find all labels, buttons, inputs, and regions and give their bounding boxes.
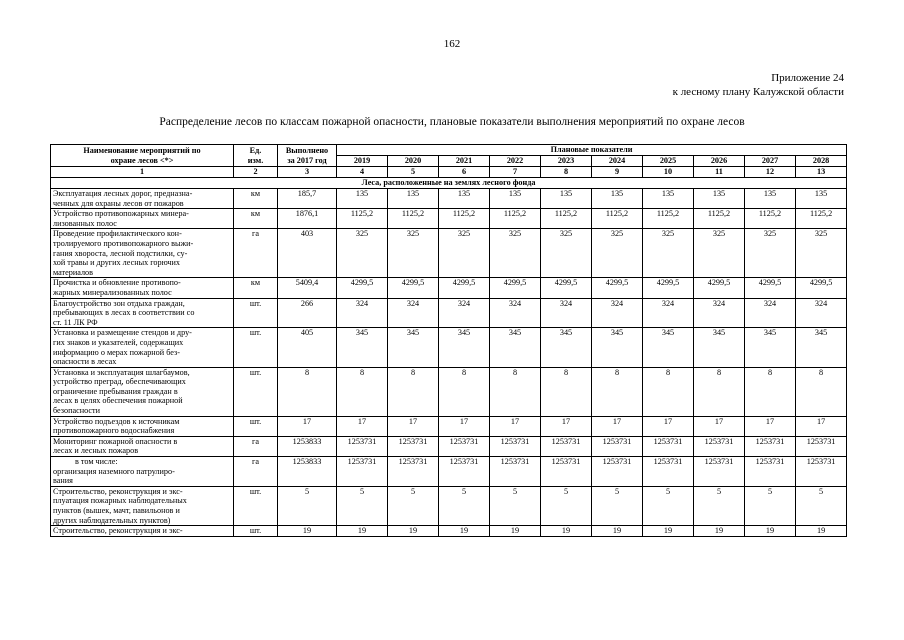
activity-name-line: Проведение профилактического кон- bbox=[53, 229, 182, 239]
activity-name bbox=[51, 436, 234, 456]
activity-name bbox=[51, 328, 234, 367]
planned-value-cell: 135 bbox=[439, 189, 490, 209]
unit-cell: шт. bbox=[234, 367, 278, 416]
table-row bbox=[51, 367, 847, 416]
planned-value-cell: 1253731 bbox=[643, 436, 694, 456]
planned-value-cell: 5 bbox=[337, 486, 388, 525]
planned-value-cell: 4299,5 bbox=[337, 278, 388, 298]
column-number: 11 bbox=[694, 167, 745, 178]
planned-value-cell: 324 bbox=[541, 298, 592, 328]
column-number: 9 bbox=[592, 167, 643, 178]
planned-value-cell: 1253731 bbox=[694, 436, 745, 456]
unit-cell: шт. bbox=[234, 328, 278, 367]
column-number: 6 bbox=[439, 167, 490, 178]
planned-value-cell: 5 bbox=[643, 486, 694, 525]
planned-value-cell: 345 bbox=[490, 328, 541, 367]
activity-name-line: лизованных полос bbox=[53, 218, 117, 228]
unit-cell: га bbox=[234, 436, 278, 456]
header-year: 2022 bbox=[490, 156, 541, 167]
planned-value-cell: 8 bbox=[592, 367, 643, 416]
column-number: 3 bbox=[278, 167, 337, 178]
planned-value-cell: 325 bbox=[388, 229, 439, 278]
table-row bbox=[51, 526, 847, 537]
planned-value-cell: 19 bbox=[796, 526, 847, 537]
table-row bbox=[51, 229, 847, 278]
header-year: 2021 bbox=[439, 156, 490, 167]
activity-name bbox=[51, 486, 234, 525]
planned-value-cell: 1253731 bbox=[439, 436, 490, 456]
activity-name bbox=[51, 526, 234, 537]
activity-name-line: Благоустройство зон отдыха граждан, bbox=[53, 298, 185, 308]
appendix-line-2: к лесному плану Калужской области bbox=[672, 86, 844, 98]
planned-value-cell: 1125,2 bbox=[643, 209, 694, 229]
activity-name-line: организация наземного патрулиро- bbox=[53, 466, 175, 476]
header-unit-line-2: изм. bbox=[247, 155, 264, 165]
planned-value-cell: 19 bbox=[745, 526, 796, 537]
header-year: 2025 bbox=[643, 156, 694, 167]
header-unit bbox=[234, 145, 278, 167]
activity-name-line: Установка и эксплуатация шлагбаумов, bbox=[53, 367, 190, 377]
planned-value-cell: 1253731 bbox=[694, 457, 745, 487]
activity-name-line: гих знаков и указателей, содержащих bbox=[53, 337, 184, 347]
planned-value-cell: 8 bbox=[745, 367, 796, 416]
planned-value-cell: 324 bbox=[796, 298, 847, 328]
planned-value-cell: 17 bbox=[337, 416, 388, 436]
planned-value-cell: 19 bbox=[592, 526, 643, 537]
header-year: 2026 bbox=[694, 156, 745, 167]
planned-value-cell: 135 bbox=[490, 189, 541, 209]
unit-cell: шт. bbox=[234, 416, 278, 436]
table-row bbox=[51, 486, 847, 525]
column-number: 5 bbox=[388, 167, 439, 178]
planned-value-cell: 8 bbox=[388, 367, 439, 416]
planned-value-cell: 1253731 bbox=[745, 436, 796, 456]
header-done-line-2: за 2017 год bbox=[287, 155, 327, 165]
planned-value-cell: 325 bbox=[439, 229, 490, 278]
planned-value-cell: 4299,5 bbox=[541, 278, 592, 298]
planned-value-cell: 324 bbox=[592, 298, 643, 328]
header-name-line-1: Наименование мероприятий по bbox=[83, 145, 201, 155]
unit-cell: км bbox=[234, 189, 278, 209]
planned-value-cell: 324 bbox=[439, 298, 490, 328]
planned-value-cell: 1125,2 bbox=[541, 209, 592, 229]
done-2017-cell: 1253833 bbox=[278, 457, 337, 487]
planned-value-cell: 1253731 bbox=[388, 436, 439, 456]
planned-value-cell: 5 bbox=[541, 486, 592, 525]
activity-name-line: Эксплуатация лесных дорог, предназна- bbox=[53, 189, 193, 198]
planned-value-cell: 19 bbox=[643, 526, 694, 537]
header-year: 2028 bbox=[796, 156, 847, 167]
header-year: 2024 bbox=[592, 156, 643, 167]
planned-value-cell: 19 bbox=[490, 526, 541, 537]
header-name-line-2: охране лесов <*> bbox=[110, 155, 174, 165]
planned-value-cell: 1253731 bbox=[745, 457, 796, 487]
planned-value-cell: 19 bbox=[337, 526, 388, 537]
activity-name-line: плуатация пожарных наблюдательных bbox=[53, 496, 187, 506]
planned-value-cell: 1253731 bbox=[796, 457, 847, 487]
planned-value-cell: 8 bbox=[490, 367, 541, 416]
activity-name-line: Устройство подъездов к источникам bbox=[53, 416, 180, 426]
section-row bbox=[51, 178, 847, 189]
activity-name-line: других наблюдательных пунктов) bbox=[53, 515, 171, 525]
planned-value-cell: 135 bbox=[388, 189, 439, 209]
appendix-line-1: Приложение 24 bbox=[771, 72, 844, 84]
planned-value-cell: 345 bbox=[694, 328, 745, 367]
activity-name-line: опасности в лесах bbox=[53, 357, 117, 367]
done-2017-cell: 5 bbox=[278, 486, 337, 525]
column-number: 4 bbox=[337, 167, 388, 178]
activity-name-line: информацию о мерах пожарной без- bbox=[53, 347, 180, 357]
planned-value-cell: 345 bbox=[796, 328, 847, 367]
activity-name-line: вания bbox=[53, 476, 73, 486]
planned-value-cell: 345 bbox=[337, 328, 388, 367]
unit-cell: шт. bbox=[234, 486, 278, 525]
planned-value-cell: 5 bbox=[694, 486, 745, 525]
header-done bbox=[278, 145, 337, 167]
planned-value-cell: 19 bbox=[694, 526, 745, 537]
planned-value-cell: 324 bbox=[490, 298, 541, 328]
planned-value-cell: 345 bbox=[643, 328, 694, 367]
header-done-line-1: Выполнено bbox=[285, 145, 329, 155]
planned-value-cell: 19 bbox=[541, 526, 592, 537]
planned-value-cell: 1125,2 bbox=[388, 209, 439, 229]
activity-name bbox=[51, 416, 234, 436]
done-2017-cell: 266 bbox=[278, 298, 337, 328]
activity-name-line: лесах и лесных пожаров bbox=[53, 446, 139, 456]
planned-value-cell: 17 bbox=[745, 416, 796, 436]
planned-value-cell: 17 bbox=[643, 416, 694, 436]
planned-value-cell: 4299,5 bbox=[490, 278, 541, 298]
planned-value-cell: 5 bbox=[490, 486, 541, 525]
planned-value-cell: 1253731 bbox=[490, 436, 541, 456]
header-year: 2019 bbox=[337, 156, 388, 167]
activity-name-line: в том числе: bbox=[75, 457, 118, 467]
planned-value-cell: 325 bbox=[745, 229, 796, 278]
planned-value-cell: 1253731 bbox=[796, 436, 847, 456]
planned-value-cell: 4299,5 bbox=[694, 278, 745, 298]
planned-value-cell: 4299,5 bbox=[439, 278, 490, 298]
done-2017-cell: 1876,1 bbox=[278, 209, 337, 229]
planned-value-cell: 19 bbox=[388, 526, 439, 537]
unit-cell: шт. bbox=[234, 298, 278, 328]
planned-value-cell: 8 bbox=[643, 367, 694, 416]
done-2017-cell: 8 bbox=[278, 367, 337, 416]
planned-value-cell: 17 bbox=[490, 416, 541, 436]
column-number: 7 bbox=[490, 167, 541, 178]
planned-value-cell: 325 bbox=[694, 229, 745, 278]
planned-value-cell: 135 bbox=[541, 189, 592, 209]
document-title: Распределение лесов по классам пожарной опасности, плановые показатели выполнения мероприятий по охране лесов bbox=[159, 116, 745, 128]
planned-value-cell: 5 bbox=[388, 486, 439, 525]
planned-value-cell: 1253731 bbox=[337, 436, 388, 456]
table-row bbox=[51, 298, 847, 328]
column-number: 10 bbox=[643, 167, 694, 178]
planned-value-cell: 4299,5 bbox=[592, 278, 643, 298]
activity-name-line: Мониторинг пожарной опасности в bbox=[53, 436, 178, 446]
table-row bbox=[51, 416, 847, 436]
planned-value-cell: 1125,2 bbox=[694, 209, 745, 229]
activity-name-line: лесах в целях обеспечения пожарной bbox=[53, 396, 183, 406]
activity-name-line: Прочистка и обновление противопо- bbox=[53, 278, 181, 288]
planned-value-cell: 8 bbox=[541, 367, 592, 416]
planned-value-cell: 1253731 bbox=[490, 457, 541, 487]
column-number: 8 bbox=[541, 167, 592, 178]
planned-value-cell: 324 bbox=[388, 298, 439, 328]
table-row bbox=[51, 209, 847, 229]
planned-value-cell: 135 bbox=[337, 189, 388, 209]
planned-value-cell: 325 bbox=[592, 229, 643, 278]
activity-name bbox=[51, 367, 234, 416]
planned-value-cell: 19 bbox=[439, 526, 490, 537]
fire-protection-table bbox=[50, 144, 847, 537]
activity-name-line: безопасности bbox=[53, 406, 100, 416]
planned-value-cell: 324 bbox=[337, 298, 388, 328]
header-unit-line-1: Ед. bbox=[249, 145, 262, 155]
planned-value-cell: 1125,2 bbox=[337, 209, 388, 229]
planned-value-cell: 324 bbox=[643, 298, 694, 328]
activity-name-line: хой травы и других лесных горючих bbox=[53, 258, 180, 268]
header-year: 2023 bbox=[541, 156, 592, 167]
planned-value-cell: 1125,2 bbox=[592, 209, 643, 229]
column-number-row bbox=[51, 167, 847, 178]
header-year: 2027 bbox=[745, 156, 796, 167]
planned-value-cell: 1253731 bbox=[592, 436, 643, 456]
section-title: Леса, расположенные на землях лесного фонда bbox=[51, 178, 847, 189]
activity-name-line: тролируемого противопожарного выжи- bbox=[53, 238, 194, 248]
planned-value-cell: 324 bbox=[694, 298, 745, 328]
table-row bbox=[51, 189, 847, 209]
activity-name-line: ограничение пребывания граждан в bbox=[53, 386, 178, 396]
planned-value-cell: 345 bbox=[388, 328, 439, 367]
planned-value-cell: 135 bbox=[796, 189, 847, 209]
column-number: 12 bbox=[745, 167, 796, 178]
planned-value-cell: 324 bbox=[745, 298, 796, 328]
planned-value-cell: 345 bbox=[592, 328, 643, 367]
activity-name-line: Устройство противопожарных минера- bbox=[53, 209, 189, 219]
table-row bbox=[51, 457, 847, 487]
table-row bbox=[51, 328, 847, 367]
unit-cell: га bbox=[234, 229, 278, 278]
planned-value-cell: 17 bbox=[694, 416, 745, 436]
planned-value-cell: 1253731 bbox=[541, 436, 592, 456]
column-number: 1 bbox=[51, 167, 234, 178]
planned-value-cell: 1253731 bbox=[388, 457, 439, 487]
activity-name bbox=[51, 229, 234, 278]
planned-value-cell: 1253731 bbox=[592, 457, 643, 487]
planned-value-cell: 135 bbox=[592, 189, 643, 209]
planned-value-cell: 5 bbox=[745, 486, 796, 525]
planned-value-cell: 17 bbox=[439, 416, 490, 436]
planned-value-cell: 345 bbox=[745, 328, 796, 367]
activity-name-line: гания хвороста, лесной подстилки, су- bbox=[53, 248, 188, 258]
planned-value-cell: 1253731 bbox=[541, 457, 592, 487]
planned-value-cell: 1125,2 bbox=[745, 209, 796, 229]
header-planned: Плановые показатели bbox=[337, 145, 847, 156]
column-number: 13 bbox=[796, 167, 847, 178]
unit-cell: шт. bbox=[234, 526, 278, 537]
page-number: 162 bbox=[443, 38, 461, 50]
activity-name bbox=[51, 189, 234, 209]
done-2017-cell: 19 bbox=[278, 526, 337, 537]
planned-value-cell: 5 bbox=[592, 486, 643, 525]
planned-value-cell: 345 bbox=[541, 328, 592, 367]
planned-value-cell: 8 bbox=[796, 367, 847, 416]
planned-value-cell: 17 bbox=[592, 416, 643, 436]
activity-name-line: противопожарного водоснабжения bbox=[53, 426, 175, 436]
header-name bbox=[51, 145, 234, 167]
activity-name-line: ст. 11 ЛК РФ bbox=[53, 317, 98, 327]
planned-value-cell: 325 bbox=[541, 229, 592, 278]
header-row bbox=[51, 145, 847, 156]
planned-value-cell: 17 bbox=[796, 416, 847, 436]
activity-name bbox=[51, 278, 234, 298]
activity-name-line: пребывающих в лесах в соответствии со bbox=[53, 308, 195, 318]
done-2017-cell: 405 bbox=[278, 328, 337, 367]
planned-value-cell: 325 bbox=[796, 229, 847, 278]
planned-value-cell: 1253731 bbox=[337, 457, 388, 487]
planned-value-cell: 4299,5 bbox=[388, 278, 439, 298]
planned-value-cell: 8 bbox=[694, 367, 745, 416]
activity-name-line: жарных минерализованных полос bbox=[53, 287, 172, 297]
activity-name-line: пунктов (вышек, мачт, павильонов и bbox=[53, 506, 180, 515]
planned-value-cell: 135 bbox=[745, 189, 796, 209]
activity-name bbox=[51, 298, 234, 328]
table-row bbox=[51, 436, 847, 456]
planned-value-cell: 8 bbox=[337, 367, 388, 416]
planned-value-cell: 17 bbox=[388, 416, 439, 436]
planned-value-cell: 1253731 bbox=[439, 457, 490, 487]
planned-value-cell: 1125,2 bbox=[796, 209, 847, 229]
column-number: 2 bbox=[234, 167, 278, 178]
planned-value-cell: 325 bbox=[337, 229, 388, 278]
done-2017-cell: 1253833 bbox=[278, 436, 337, 456]
planned-value-cell: 345 bbox=[439, 328, 490, 367]
activity-name-line: устройство преград, обеспечивающих bbox=[53, 377, 186, 387]
done-2017-cell: 403 bbox=[278, 229, 337, 278]
unit-cell: км bbox=[234, 209, 278, 229]
planned-value-cell: 1253731 bbox=[643, 457, 694, 487]
planned-value-cell: 8 bbox=[439, 367, 490, 416]
planned-value-cell: 4299,5 bbox=[796, 278, 847, 298]
appendix-caption bbox=[673, 71, 844, 99]
activity-name-line: Строительство, реконструкция и экс- bbox=[53, 526, 183, 536]
planned-value-cell: 4299,5 bbox=[643, 278, 694, 298]
planned-value-cell: 135 bbox=[694, 189, 745, 209]
table-row bbox=[51, 278, 847, 298]
planned-value-cell: 325 bbox=[490, 229, 541, 278]
header-year: 2020 bbox=[388, 156, 439, 167]
activity-name bbox=[51, 457, 234, 487]
activity-name-line: материалов bbox=[53, 267, 93, 277]
unit-cell: га bbox=[234, 457, 278, 487]
done-2017-cell: 5409,4 bbox=[278, 278, 337, 298]
planned-value-cell: 1125,2 bbox=[439, 209, 490, 229]
planned-value-cell: 5 bbox=[796, 486, 847, 525]
planned-value-cell: 5 bbox=[439, 486, 490, 525]
planned-value-cell: 1125,2 bbox=[490, 209, 541, 229]
planned-value-cell: 325 bbox=[643, 229, 694, 278]
done-2017-cell: 185,7 bbox=[278, 189, 337, 209]
planned-value-cell: 4299,5 bbox=[745, 278, 796, 298]
planned-value-cell: 135 bbox=[643, 189, 694, 209]
done-2017-cell: 17 bbox=[278, 416, 337, 436]
activity-name-line: ченных для охраны лесов от пожаров bbox=[53, 198, 184, 208]
activity-name-line: Установка и размещение стендов и дру- bbox=[53, 328, 192, 338]
activity-name-line: Строительство, реконструкция и экс- bbox=[53, 486, 183, 496]
activity-name bbox=[51, 209, 234, 229]
unit-cell: км bbox=[234, 278, 278, 298]
planned-value-cell: 17 bbox=[541, 416, 592, 436]
